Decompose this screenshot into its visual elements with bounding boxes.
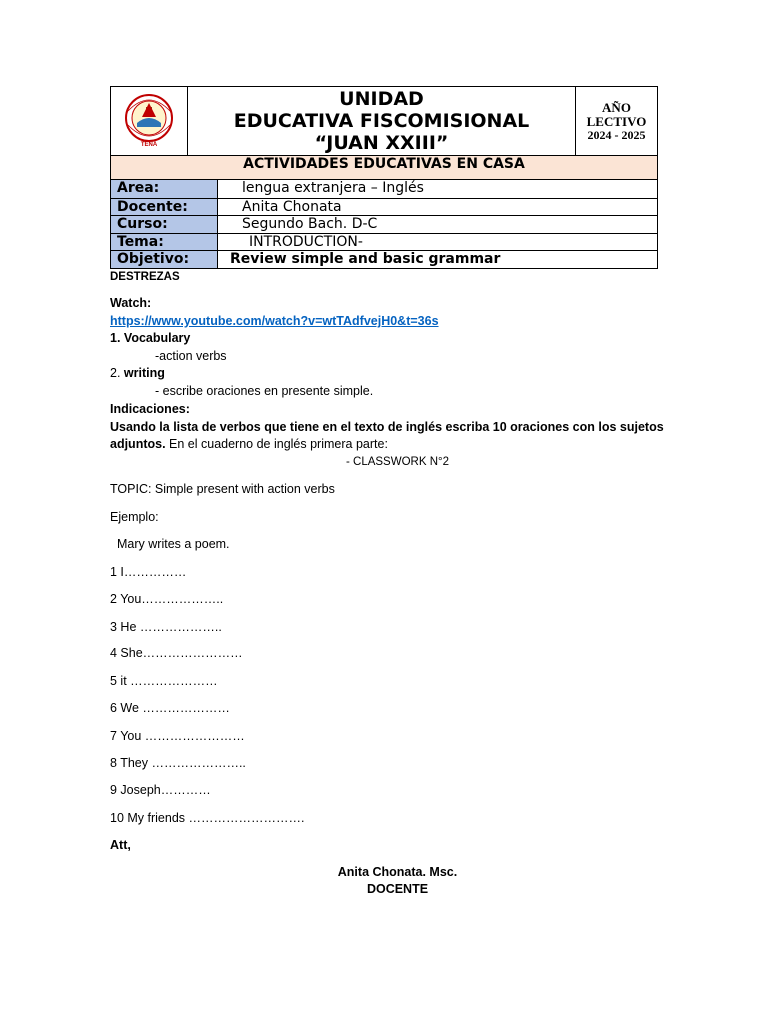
info-key: Objetivo: [111,251,218,268]
ejemplo-label: Ejemplo: [110,510,159,524]
sentence-item: 1 I…………… [110,565,187,579]
instructions-line-1: Usando la lista de verbos que tiene en el texto de inglés escriba 10 oraciones con los sujetos [110,420,664,434]
header-top-row [111,87,657,156]
year-label-1: AÑO [602,99,631,115]
vocabulary-item: -action verbs [155,349,227,363]
school-year-cell [576,87,657,155]
logo-text: TENA [140,142,158,148]
signature-role: DOCENTE [366,882,429,896]
signature-name: Anita Chonata. Msc. [337,865,458,879]
example-sentence: Mary writes a poem. [117,537,230,551]
year-range: 2024 - 2025 [587,127,646,142]
writing-label: writing [123,366,165,380]
info-row-tema [111,233,657,251]
youtube-link[interactable]: https://www.youtube.com/watch?v=wtTAdfvejH0&t=36s [110,314,439,328]
year-label-2: LECTIVO [586,113,647,129]
info-row-curso [111,215,657,233]
att-label: Att, [110,838,131,852]
sentence-item: 6 We ………………… [110,701,230,715]
sentence-item: 3 He ……………….. [110,620,222,634]
topic-line: TOPIC: Simple present with action verbs [110,482,335,496]
writing-item: - escribe oraciones en presente simple. [155,384,374,398]
info-value: lengua extranjera – Inglés [242,180,424,196]
sentence-item: 10 My friends ………………………. [110,811,305,825]
sentence-item: 4 She…………………… [110,646,243,660]
instructions-line-2 [110,437,388,452]
info-value: INTRODUCTION- [249,233,363,250]
sentence-item: 7 You …………………… [110,729,245,743]
info-row-area [111,180,657,198]
title-line-3: “JUAN XXIII” [314,132,449,154]
info-value: Anita Chonata [242,198,342,215]
info-value: Segundo Bach. D-C [242,216,378,232]
info-key: Tema: [111,234,218,251]
info-key: Area: [111,180,218,198]
title-line-2: EDUCATIVA FISCOMISIONAL [233,110,530,132]
classwork-label: - CLASSWORK N°2 [345,456,449,468]
sentence-item: 5 it ………………… [110,674,218,688]
vocabulary-heading [110,331,190,346]
sentence-item: 8 They ………………….. [110,756,246,770]
info-value: Review simple and basic grammar [230,251,501,267]
indicaciones-heading: Indicaciones: [110,402,190,416]
watch-label: Watch: [110,296,152,310]
instructions-bold: adjuntos. [110,437,166,451]
school-title [188,87,576,155]
sentence-item: 9 Joseph………… [110,783,211,797]
writing-heading [110,366,165,381]
logo-cell [111,87,188,155]
vocabulary-label: Vocabulary [123,331,191,345]
info-key: Docente: [111,199,218,216]
instructions-rest: En el cuaderno de inglés primera parte: [165,437,388,451]
activities-banner: ACTIVIDADES EDUCATIVAS EN CASA [111,156,657,180]
header-table [110,86,658,269]
info-row-docente [111,198,657,216]
info-row-objetivo [111,250,657,268]
writing-number: 2. [110,366,124,380]
title-line-1: UNIDAD [339,88,424,110]
vocabulary-number: 1. [110,331,124,345]
info-rows [111,180,657,268]
sentence-item: 2 You……………….. [110,592,224,606]
destrezas-heading: DESTREZAS [110,271,180,283]
school-seal-icon [124,93,174,149]
info-key: Curso: [111,216,218,233]
